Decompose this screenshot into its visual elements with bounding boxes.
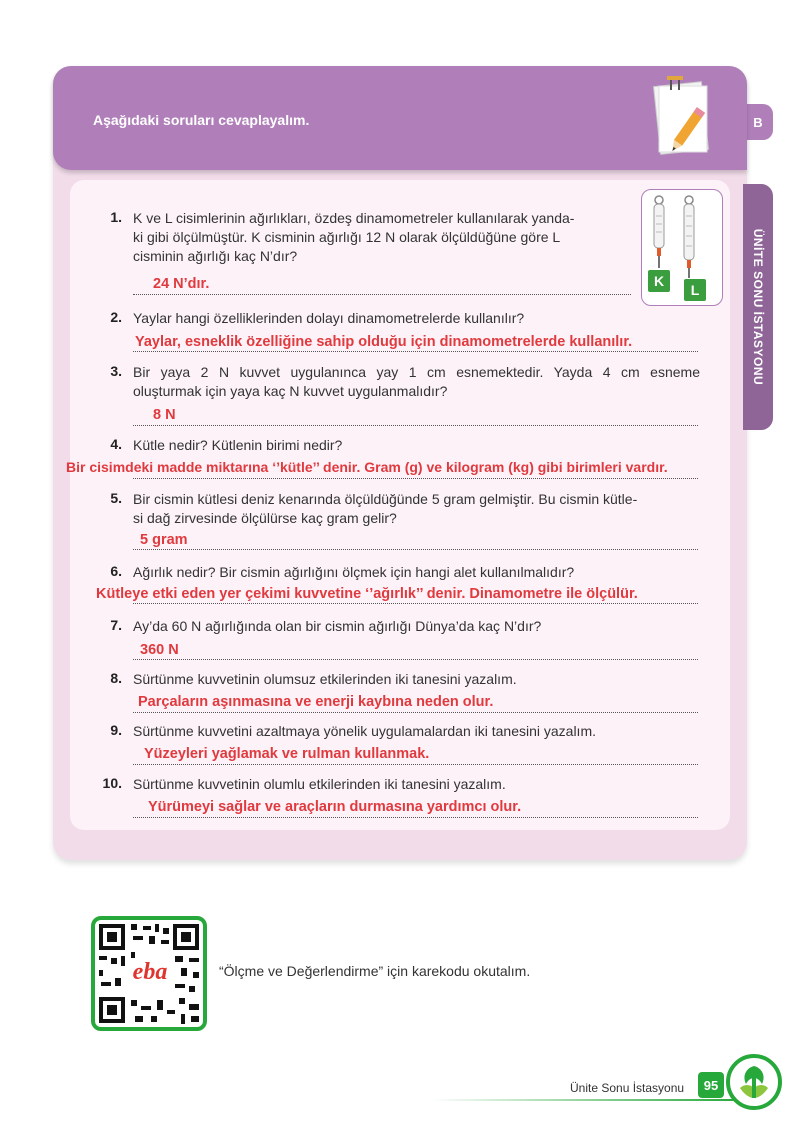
card-header	[53, 66, 747, 170]
question-number: 6.	[110, 563, 122, 579]
answer-text: 5 gram	[140, 532, 188, 548]
side-tab-label: ÜNİTE SONU İSTASYONU	[751, 228, 765, 386]
question-number: 3.	[110, 363, 122, 379]
eba-logo: eba	[132, 959, 168, 985]
answer-text: 8 N	[153, 407, 176, 423]
qr-caption: “Ölçme ve Değerlendirme” için karekodu okutalım.	[219, 963, 531, 979]
page-number: 95	[698, 1072, 724, 1098]
question-number: 9.	[110, 722, 122, 738]
question-text: ki gibi ölçülmüştür. K cisminin ağırlığı 12 N olarak ölçüldüğüne göre L	[133, 229, 561, 245]
answer-text: Kütleye etki eden yer çekimi kuvvetine ‘’ağırlık’’ denir. Dinamometre ile ölçülür.	[96, 586, 638, 602]
question-text: Ay’da 60 N ağırlığında olan bir cismin ağırlığı Dünya’da kaç N’dır?	[133, 618, 542, 634]
footer-section-title: Ünite Sonu İstasyonu	[570, 1081, 685, 1095]
answer-line	[133, 764, 698, 765]
question-text: Bir yaya 2 N kuvvet uygulanınca yay 1 cm esnemektedir. Yayda 4 cm esneme	[133, 364, 700, 380]
question-number: 1.	[110, 209, 122, 225]
question-number: 5.	[110, 490, 122, 506]
answer-text: Yürümeyi sağlar ve araçların durmasına yardımcı olur.	[148, 799, 522, 815]
dynamometer-figure	[641, 189, 723, 306]
answer-text: 360 N	[140, 642, 179, 658]
answer-line	[133, 425, 698, 426]
question-number: 10.	[102, 775, 122, 791]
question-text: Yaylar hangi özelliklerinden dolayı dinamometrelerde kullanılır?	[133, 310, 525, 326]
answer-text: Bir cisimdeki madde miktarına ‘’kütle’’ denir. Gram (g) ve kilogram (kg) gibi birimleri vardır.	[66, 459, 668, 475]
answer-text: 24 N’dır.	[153, 276, 210, 292]
answer-line	[133, 817, 698, 818]
question-text: Sürtünme kuvvetinin olumsuz etkilerinden iki tanesini yazalım.	[133, 671, 517, 687]
object-l-label: L	[684, 279, 706, 301]
question-text: Sürtünme kuvvetini azaltmaya yönelik uygulamalardan iki tanesini yazalım.	[133, 723, 596, 739]
object-k-label: K	[648, 270, 670, 292]
answer-line	[133, 659, 698, 660]
qr-code[interactable]	[91, 916, 207, 1031]
question-text: si dağ zirvesinde ölçülürse kaç gram gelir?	[133, 510, 397, 526]
answer-line	[133, 351, 698, 352]
publisher-logo-icon	[726, 1054, 782, 1110]
answer-line	[133, 549, 698, 550]
question-number: 2.	[110, 309, 122, 325]
card-title: Aşağıdaki soruları cevaplayalım.	[93, 112, 310, 128]
question-text: K ve L cisimlerinin ağırlıkları, özdeş dinamometreler kullanılarak yanda-	[133, 210, 575, 226]
answer-line	[133, 603, 698, 604]
answer-text: Parçaların aşınmasına ve enerji kaybına neden olur.	[138, 694, 494, 710]
footer-divider	[430, 1099, 740, 1101]
question-number: 7.	[110, 617, 122, 633]
answer-line	[133, 478, 698, 479]
question-text: oluşturmak için yaya kaç N kuvvet uygulanmalıdır?	[133, 383, 448, 399]
answer-text: Yaylar, esneklik özelliğine sahip olduğu için dinamometrelerde kullanılır.	[135, 334, 633, 350]
question-number: 4.	[110, 436, 122, 452]
question-text: Ağırlık nedir? Bir cismin ağırlığını ölçmek için hangi alet kullanılmalıdır?	[133, 564, 575, 580]
notepad-pencil-icon	[653, 74, 711, 156]
answer-line	[133, 712, 698, 713]
question-text: cisminin ağırlığı kaç N’dır?	[133, 248, 298, 264]
question-text: Sürtünme kuvvetinin olumlu etkilerinden iki tanesini yazalım.	[133, 776, 506, 792]
question-number: 8.	[110, 670, 122, 686]
section-tab-b: B	[743, 104, 773, 140]
answer-text: Yüzeyleri yağlamak ve rulman kullanmak.	[144, 746, 430, 762]
question-text: Kütle nedir? Kütlenin birimi nedir?	[133, 437, 343, 453]
answer-line	[133, 294, 631, 295]
question-text: Bir cismin kütlesi deniz kenarında ölçüldüğünde 5 gram gelmiştir. Bu cismin kütle-	[133, 491, 638, 507]
